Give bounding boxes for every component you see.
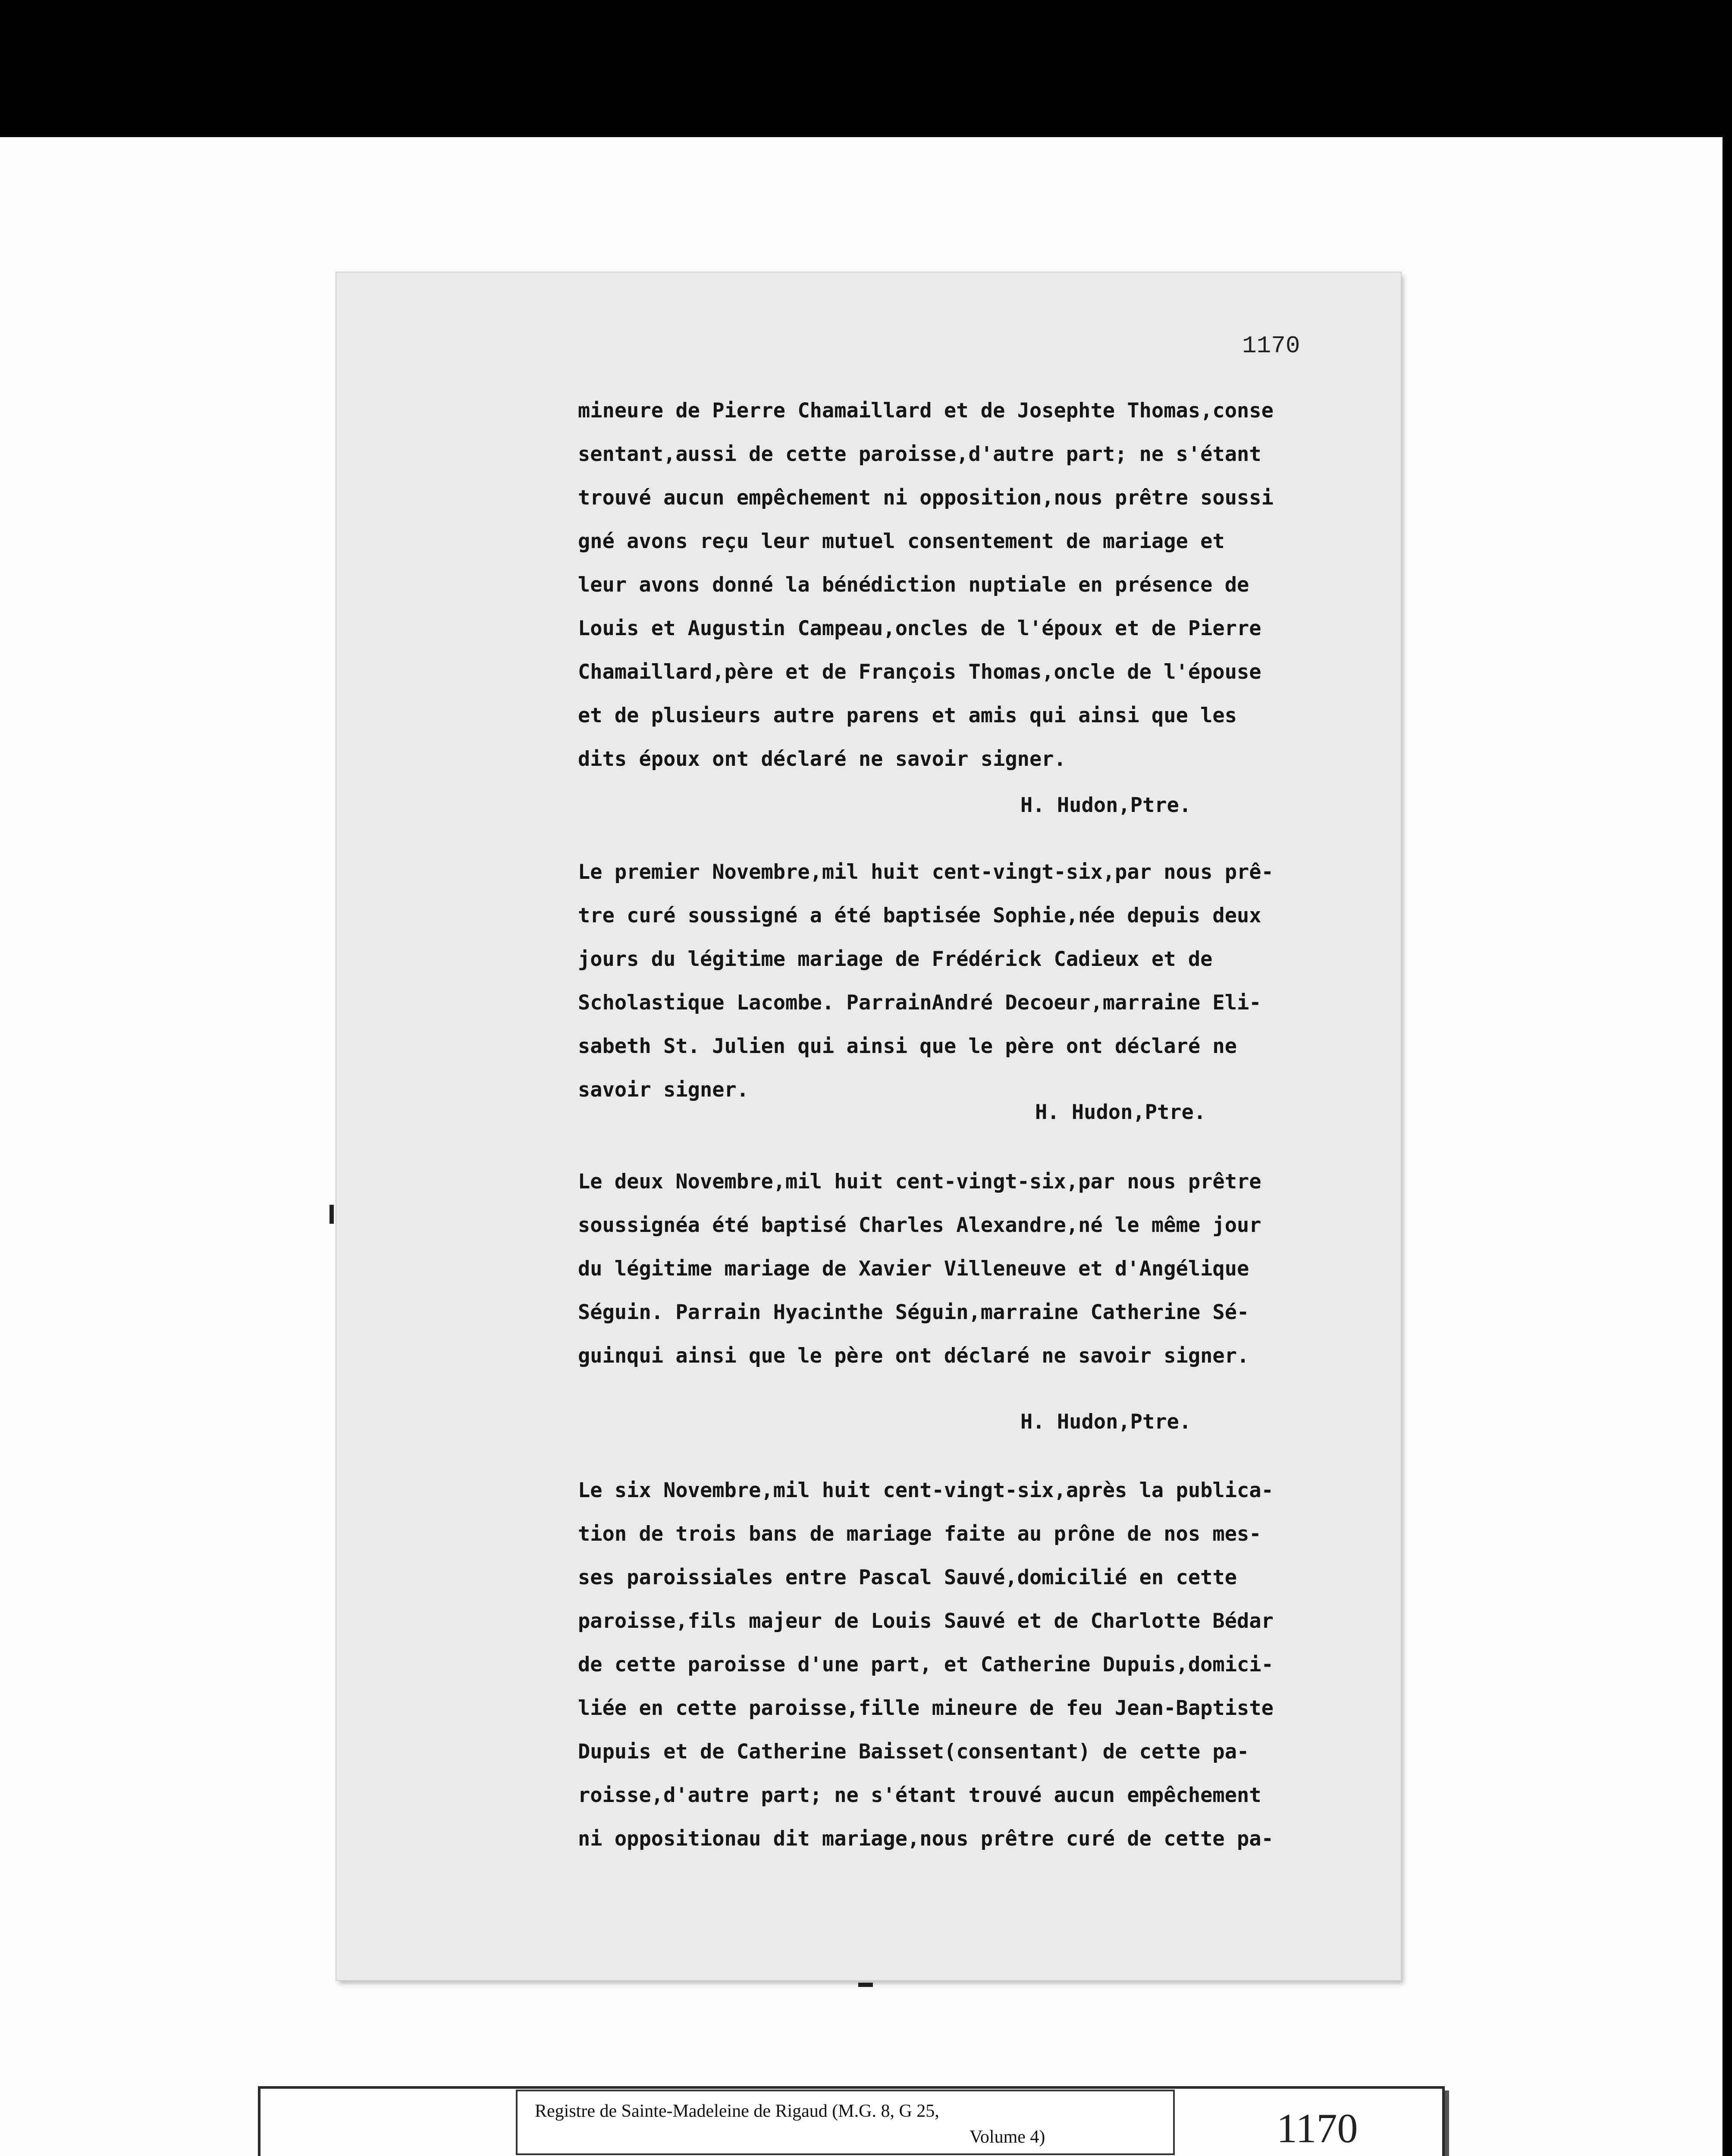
- page-number: 1170: [1242, 332, 1300, 360]
- entry-marriage-continued: [578, 389, 1354, 781]
- entry-line: sentant,aussi de cette paroisse,d'autre part; ne s'étant: [578, 442, 1261, 466]
- entry-line: roisse,d'autre part; ne s'étant trouvé aucun empêchement: [578, 1783, 1261, 1807]
- entry-marriage-sauve-dupuis: [578, 1469, 1354, 1861]
- entry-line: liée en cette paroisse,fille mineure de feu Jean-Baptiste: [578, 1696, 1274, 1720]
- register-caption-slip: [516, 2090, 1175, 2155]
- entry-line: Le premier Novembre,mil huit cent-vingt-six,par nous prê-: [578, 860, 1274, 884]
- entry-line: du légitime mariage de Xavier Villeneuve et d'Angélique: [578, 1257, 1249, 1281]
- registration-mark-left: [329, 1205, 334, 1224]
- entry-line: dits époux ont déclaré ne savoir signer.: [578, 747, 1066, 771]
- entry-line: Le six Novembre,mil huit cent-vingt-six,après la publica-: [578, 1479, 1274, 1502]
- registration-mark-bottom: [858, 1983, 873, 1987]
- entry-line: savoir signer.: [578, 1078, 749, 1102]
- entry-line: soussignéa été baptisé Charles Alexandre,né le même jour: [578, 1213, 1261, 1237]
- entry-line: Séguin. Parrain Hyacinthe Séguin,marraine Catherine Sé-: [578, 1300, 1249, 1324]
- entry-line: de cette paroisse d'une part, et Catherine Dupuis,domici-: [578, 1653, 1274, 1677]
- entry-line: sabeth St. Julien qui ainsi que le père ont déclaré ne: [578, 1034, 1237, 1058]
- entry-line: Scholastique Lacombe. ParrainAndré Decoeur,marraine Eli-: [578, 991, 1261, 1015]
- entry-line: Dupuis et de Catherine Baisset(consentant) de cette pa-: [578, 1740, 1249, 1764]
- entry-line: Chamaillard,père et de François Thomas,oncle de l'épouse: [578, 660, 1261, 684]
- entry-line: guinqui ainsi que le père ont déclaré ne savoir signer.: [578, 1344, 1249, 1368]
- scan-right-border: [1723, 137, 1732, 2156]
- entry-line: ni oppositionau dit mariage,nous prêtre curé de cette pa-: [578, 1827, 1274, 1851]
- handwritten-page-number: 1170: [1277, 2105, 1358, 2151]
- entry-baptism-charles-alexandre: [578, 1160, 1354, 1378]
- entry-line: tre curé soussigné a été baptisée Sophie,née depuis deux: [578, 904, 1261, 928]
- entry-line: Louis et Augustin Campeau,oncles de l'époux et de Pierre: [578, 617, 1261, 640]
- priest-signature: H. Hudon,Ptre.: [1020, 793, 1192, 817]
- entry-line: leur avons donné la bénédiction nuptiale en présence de: [578, 573, 1249, 597]
- entry-line: trouvé aucun empêchement ni opposition,nous prêtre soussi: [578, 486, 1274, 510]
- priest-signature: H. Hudon,Ptre.: [1035, 1100, 1206, 1124]
- caption-line: Registre de Sainte-Madeleine de Rigaud (M.G. 8, G 25,: [535, 2101, 939, 2121]
- entry-baptism-sophie: [578, 850, 1354, 1112]
- entry-line: et de plusieurs autre parens et amis qui ainsi que les: [578, 704, 1237, 727]
- entry-line: Le deux Novembre,mil huit cent-vingt-six,par nous prêtre: [578, 1170, 1261, 1194]
- entry-line: mineure de Pierre Chamaillard et de Josephte Thomas,conse: [578, 399, 1274, 423]
- entry-line: jours du légitime mariage de Frédérick Cadieux et de: [578, 947, 1213, 971]
- entry-line: gné avons reçu leur mutuel consentement de mariage et: [578, 530, 1225, 553]
- scan-top-border: [0, 0, 1732, 137]
- entry-line: ses paroissiales entre Pascal Sauvé,domicilié en cette: [578, 1566, 1237, 1589]
- caption-line: Volume 4): [970, 2127, 1045, 2147]
- entry-line: tion de trois bans de mariage faite au prône de nos mes-: [578, 1522, 1261, 1546]
- entry-line: paroisse,fils majeur de Louis Sauvé et de Charlotte Bédar: [578, 1609, 1274, 1633]
- priest-signature: H. Hudon,Ptre.: [1020, 1410, 1192, 1434]
